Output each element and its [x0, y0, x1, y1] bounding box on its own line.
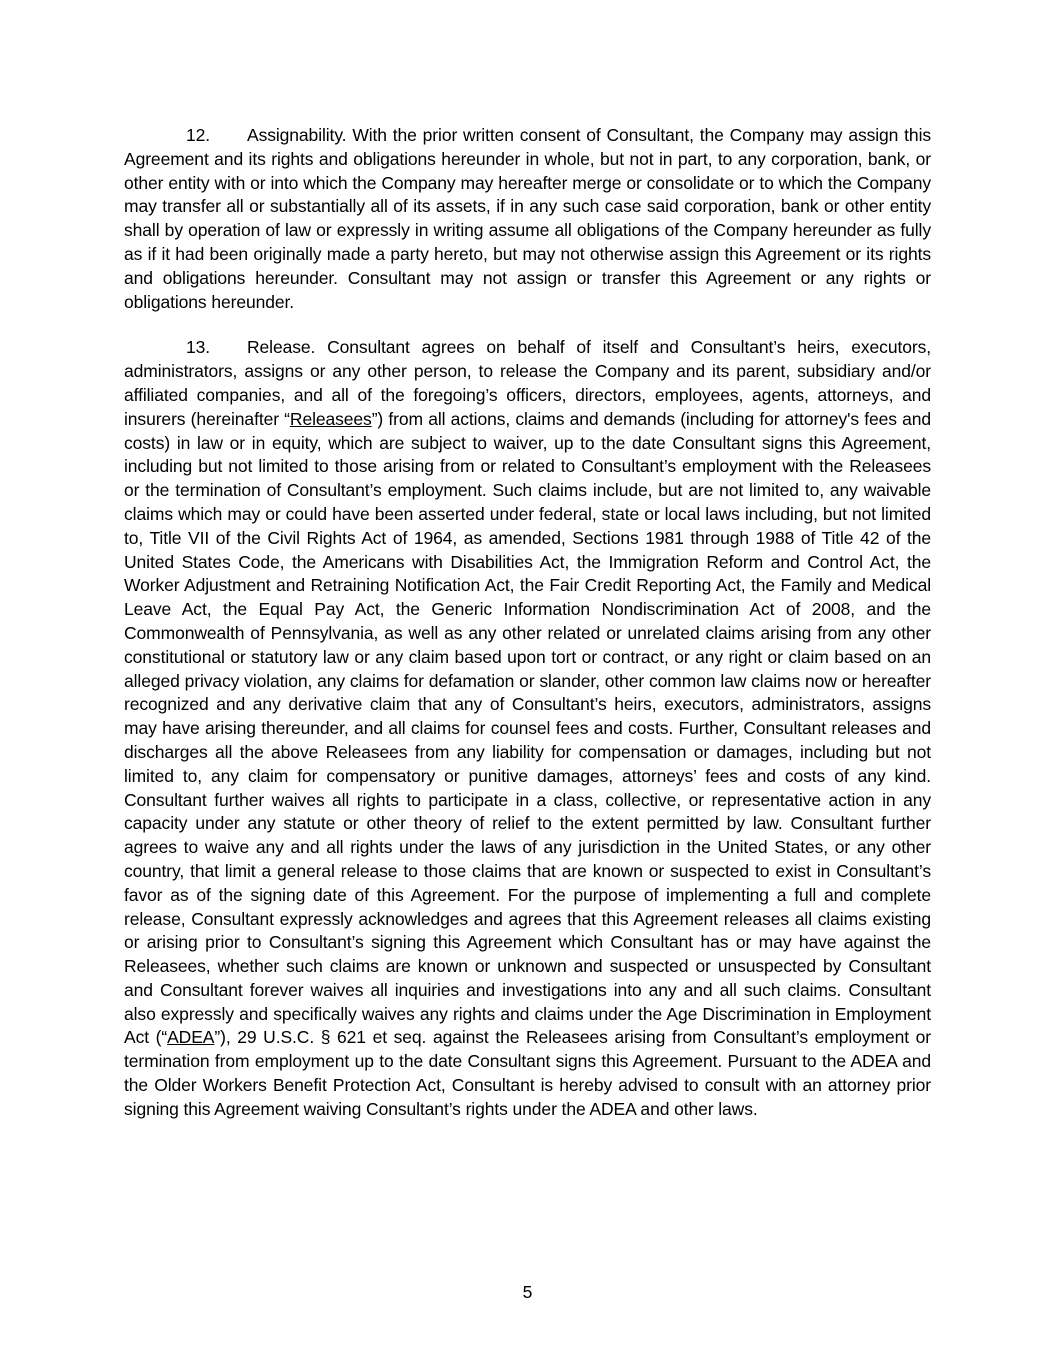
section-13-body-part1: Consultant agrees on behalf of itself and Consultant’s heirs, executors, administrators, assigns or any other person, to release the Company and its parent, subsidiary and/or affiliated companies, and all of the foregoing’s officers, directors, employees, agents, attorneys, and insurers (hereinafter “ — [124, 337, 931, 429]
section-13-paragraph — [124, 336, 931, 1121]
section-13-heading: Release. — [247, 337, 316, 358]
section-13-body-part2: ”) from all actions, claims and demands (including for attorney's fees and costs) in law or in equity, which are subject to waiver, up to the date Consultant signs this Agreement, including but not limited to those arising from or related to Consultant’s employment with the Releasees or the termination of Consultant’s employment. Such claims include, but are not limited to, any waivable claims which may or could have been asserted under federal, state or local laws including, but not limited to, Title VII of the Civil Rights Act of 1964, as amended, Sections 1981 through 1988 of Title 42 of the United States Code, the Americans with Disabilities Act, the Immigration Reform and Control Act, the Worker Adjustment and Retraining Notification Act, the Fair Credit Reporting Act, the Family and Medical Leave Act, the Equal Pay Act, the Generic Information Nondiscrimination Act of 2008, and the Commonwealth of Pennsylvania, as well as any other related or unrelated claims arising from any other constitutional or statutory law or any claim based upon tort or contract, or any right or claim based on an alleged privacy violation, any claims for defamation or slander, other common law claims now or hereafter recognized and any derivative claim that any of Consultant’s heirs, executors, administrators, assigns may have arising thereunder, and all claims for counsel fees and costs. Further, Consultant releases and discharges all the above Releasees from any liability for compensation or damages, including but not limited to, any claim for compensatory or punitive damages, attorneys’ fees and costs of any kind. Consultant further waives all rights to participate in a class, collective, or representative action in any capacity under any statute or other theory of relief to the extent permitted by law. Consultant further agrees to waive any and all rights under the laws of any jurisdiction in the United States, or any other country, that limit a general release to those claims that are known or suspected to exist in Consultant’s favor as of the signing date of this Agreement. For the purpose of implementing a full and complete release, Consultant expressly acknowledges and agrees that this Agreement releases all claims existing or arising prior to Consultant’s signing this Agreement which Consultant has or may have against the Releasees, whether such claims are known or unknown and suspected or unsuspected by Consultant and Consultant forever waives all inquiries and investigations into any and all such claims. Consultant also expressly and specifically waives any rights and claims under the Age Discrimination in Employment Act (“ — [124, 408, 931, 1048]
section-13-body-part3: ”), 29 U.S.C. § 621 et seq. against the Releasees arising from Consultant’s employment or termination from employment up to the date Consultant signs this Agreement. Pursuant to the ADEA and the Older Workers Benefit Protection Act, Consultant is hereby advised to consult with an attorney prior signing this Agreement waiving Consultant’s rights under the ADEA and other laws. — [124, 1027, 931, 1119]
section-12-heading: Assignability. — [247, 125, 347, 145]
section-13-number: 13. — [186, 337, 211, 358]
defined-term-releasees: Releasees — [289, 408, 372, 429]
defined-term-adea: ADEA — [167, 1027, 215, 1048]
document-page — [124, 124, 931, 1144]
section-12-number: 12. — [186, 125, 211, 145]
page-number: 5 — [522, 1282, 533, 1302]
section-12-paragraph — [124, 124, 931, 314]
section-12-body: With the prior written consent of Consultant, the Company may assign this Agreement and its rights and obligations hereunder in whole, but not in part, to any corporation, bank, or other entity with or into which the Company may hereafter merge or consolidate or to which the Company may transfer all or substantially all of its assets, if in any such case said corporation, bank or other entity shall by operation of law or expressly in writing assume all obligations of the Company hereunder as fully as if it had been originally made a party hereto, but may not otherwise assign this Agreement or its rights and obligations hereunder. Consultant may not assign or transfer this Agreement or any rights or obligations hereunder. — [124, 125, 932, 312]
